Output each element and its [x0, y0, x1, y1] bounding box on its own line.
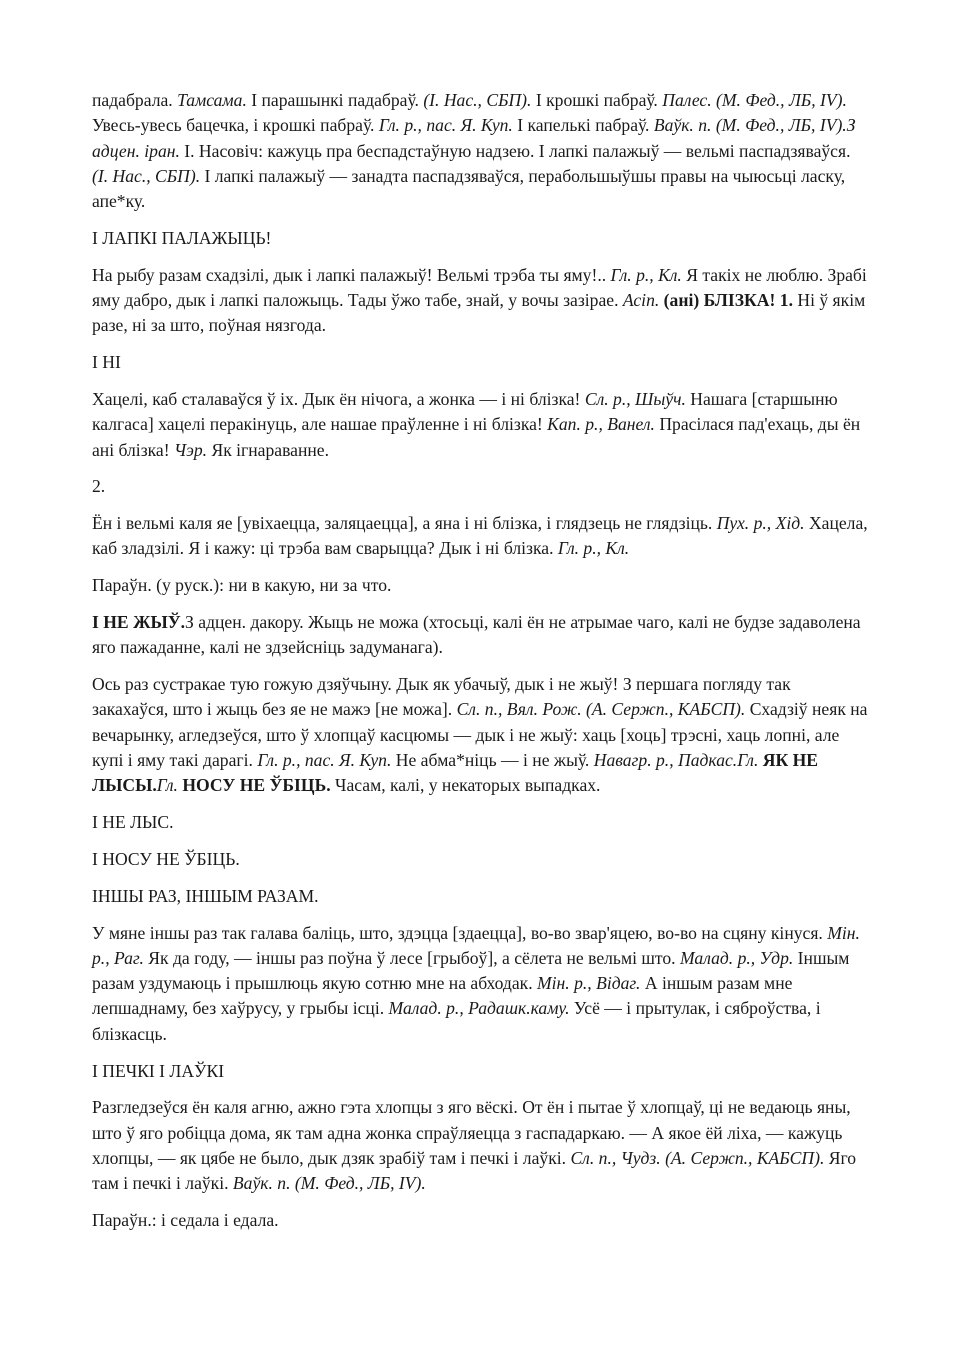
text-run: І НІ	[92, 352, 121, 373]
text-run: 2.	[92, 476, 106, 497]
text-run: Часам, калі, у некаторых выпадках.	[330, 775, 601, 796]
source-citation: Гл. р., пас. Я. Куп.	[257, 750, 392, 771]
text-run: Іншым разам уздумаюць і прышлюць якую сотню мне на абходак.	[92, 947, 850, 994]
paragraph	[92, 1208, 868, 1233]
source-citation: Чэр.	[174, 439, 208, 460]
text-run: З адцен. дакору. Жыць не можа (хтосьці, калі ён не атрымае чаго, калі не будзе задаволена яго пажаданне, калі не здзейсніць задуманага).	[92, 612, 861, 658]
source-citation: Ваўк. п. (М. Фед., ЛБ, IV).З адцен. іран.	[92, 115, 856, 161]
text-run: На рыбу разам схадзілі, дык і лапкі палажыў! Вельмі трэба ты яму!..	[92, 264, 611, 285]
source-citation: Сл. п., Вял. Рож. (А. Сержп., КАБСП).	[456, 699, 746, 720]
text-run: Разгледзеўся ён каля агню, ажно гэта хлопцы з яго вёскі. От ён і пытае ў хлопцаў, ці не ведаюць яны, што ў яго робіцца дома, як там адна жонка спраўляецца з гаспадаркаю. — А якое ёй ліха, — кажуць хлопцы, — як цябе не было, дык дзяк зрабіў там і печкі і лаўкі.	[92, 1097, 851, 1168]
paragraph	[92, 474, 868, 499]
text-run: ІНШЫ РАЗ, ІНШЫМ РАЗАМ.	[92, 885, 319, 906]
paragraph	[92, 573, 868, 598]
source-citation: (І. Нас., СБП).	[92, 165, 201, 186]
source-citation: Мін. р., Раг.	[92, 922, 860, 968]
text-run: І ПЕЧКІ І ЛАЎКІ	[92, 1060, 225, 1081]
text-run: Схадзіў неяк на вечарынку, агледзеўся, што ў хлопцаў касцюмы — дык і не жыў: хаць [хоць] трэсні, хаць лопні, але купі і яму такі дарагі.	[92, 699, 868, 771]
source-citation: Сл. р., Шыўч.	[584, 388, 686, 409]
paragraph	[92, 88, 868, 214]
paragraph	[92, 263, 868, 339]
source-citation: Ваўк. п. (М. Фед., ЛБ, IV).	[232, 1173, 426, 1194]
text-run: А іншым разам мне лепшаднаму, без хаўрусу, у грыбы ісці.	[92, 973, 793, 1019]
text-run: Увесь-увесь бацечка, і крошкі пабраў.	[92, 115, 379, 136]
text-run: Усё — і прытулак, і сяброўства, і блізкасць.	[92, 998, 821, 1044]
text-run: І крошкі пабраў.	[531, 90, 663, 110]
source-citation: Сл. п., Чудз. (А. Сержп., КАБСП).	[570, 1147, 825, 1168]
paragraph	[92, 672, 868, 798]
text-run: І. Насовіч: кажуць пра беспадстаўную надзею. І лапкі палажыў — вельмі паспадзяваўся.	[179, 140, 851, 161]
paragraph	[92, 387, 868, 463]
paragraph	[92, 350, 868, 375]
text-run: Параўн.: і седала і едала.	[92, 1209, 279, 1230]
paragraph	[92, 1059, 868, 1084]
source-citation: Палес. (М. Фед., ЛБ, IV).	[662, 90, 847, 110]
text-run: І лапкі палажыў — занадта паспадзяваўся, перабольшыўшы правы на чыюсьці ласку, апе*ку.	[92, 165, 846, 212]
paragraph	[92, 1095, 868, 1196]
source-citation: (І. Нас., СБП).	[423, 90, 532, 110]
paragraph	[92, 810, 868, 835]
source-citation: Навагр. р., Падкас.Гл.	[593, 750, 759, 771]
paragraph	[92, 847, 868, 872]
source-citation: Гл.	[156, 775, 178, 796]
headword: І НЕ ЖЫЎ.	[92, 612, 186, 633]
source-citation: Гл. р., Кл.	[610, 264, 682, 285]
paragraph	[92, 610, 868, 661]
text-run: І НЕ ЛЫС.	[92, 812, 174, 833]
text-run: Ні ў якім разе, ні за што, поўная нязгода.	[92, 290, 866, 336]
text-run: Я такіх не люблю. Зрабі яму дабро, дык і лапкі паложыць. Тады ўжо табе, знай, у вочы зазірае.	[92, 264, 867, 311]
text-run: падабрала.	[92, 90, 178, 110]
text-run: Яго там і печкі і лаўкі.	[92, 1147, 857, 1194]
paragraph	[92, 226, 868, 251]
text-run: Як ігнараванне.	[207, 439, 330, 460]
source-citation: Тамсама.	[177, 90, 247, 110]
text-run: Параўн. (у руск.): ни в какую, ни за что.	[92, 575, 392, 596]
source-citation: Малад. р., Радашк.каму.	[388, 998, 570, 1019]
headword: ЯК НЕ ЛЫСЫ.	[92, 750, 819, 796]
text-run: Як да году, — іншы раз поўна ў лесе [грыбоў], а сёлета не вельмі што.	[143, 947, 680, 968]
text-run: І капелькі пабраў.	[512, 115, 654, 136]
text-run: Не абма*ніць — і не жыў.	[391, 750, 594, 771]
source-citation: Гл. р., пас. Я. Куп.	[378, 115, 513, 136]
source-citation: Пух. р., Хід.	[716, 513, 805, 534]
text-run: Прасілася пад'ехаць, ды ён ані блізка!	[92, 414, 861, 460]
text-run: Нашага [старшыню калгаса] хацелі перакінуць, але нашае праўленне і ні блізка!	[92, 388, 838, 435]
text-run: І ЛАПКІ ПАЛАЖЫЦЬ!	[92, 227, 272, 248]
headword: (ані) БЛІЗКА! 1.	[663, 290, 793, 311]
headword: НОСУ НЕ ЎБІЦЬ.	[182, 775, 331, 796]
text-run: Хацелі, каб сталаваўся ў іх. Дык ён нічога, а жонка — і ні блізка!	[92, 388, 585, 409]
text-run: Хацела, каб зладзілі. Я і кажу: ці трэба вам сварыцца? Дык і ні блізка.	[92, 513, 868, 559]
source-citation: Гл. р., Кл.	[557, 538, 630, 559]
paragraph	[92, 884, 868, 909]
text-run: І НОСУ НЕ ЎБІЦЬ.	[92, 848, 240, 869]
text-run: У мяне іншы раз так галава баліць, што, здэцца [здаецца], во-во звар'яцею, во-во на сцяну кінуся.	[92, 922, 828, 943]
text-run: Ось раз сустракае тую гожую дзяўчыну. Дык як убачыў, дык і не жыў! З першага погляду так закахаўся, што і жыць без яе не мажэ [не можа].	[92, 674, 791, 720]
paragraph	[92, 511, 868, 562]
paragraph	[92, 921, 868, 1047]
text-run: Ён і вельмі каля яе [увіхаецца, заляцаецца], а яна і ні блізка, і глядзець не глядзіць.	[92, 513, 717, 534]
source-citation: Асіп.	[622, 290, 660, 311]
source-citation: Мін. р., Відаг.	[537, 973, 641, 994]
text-run: І парашынкі падабраў.	[246, 90, 424, 110]
source-citation: Малад. р., Удр.	[679, 947, 794, 968]
source-citation: Кап. р., Ванел.	[547, 414, 655, 435]
